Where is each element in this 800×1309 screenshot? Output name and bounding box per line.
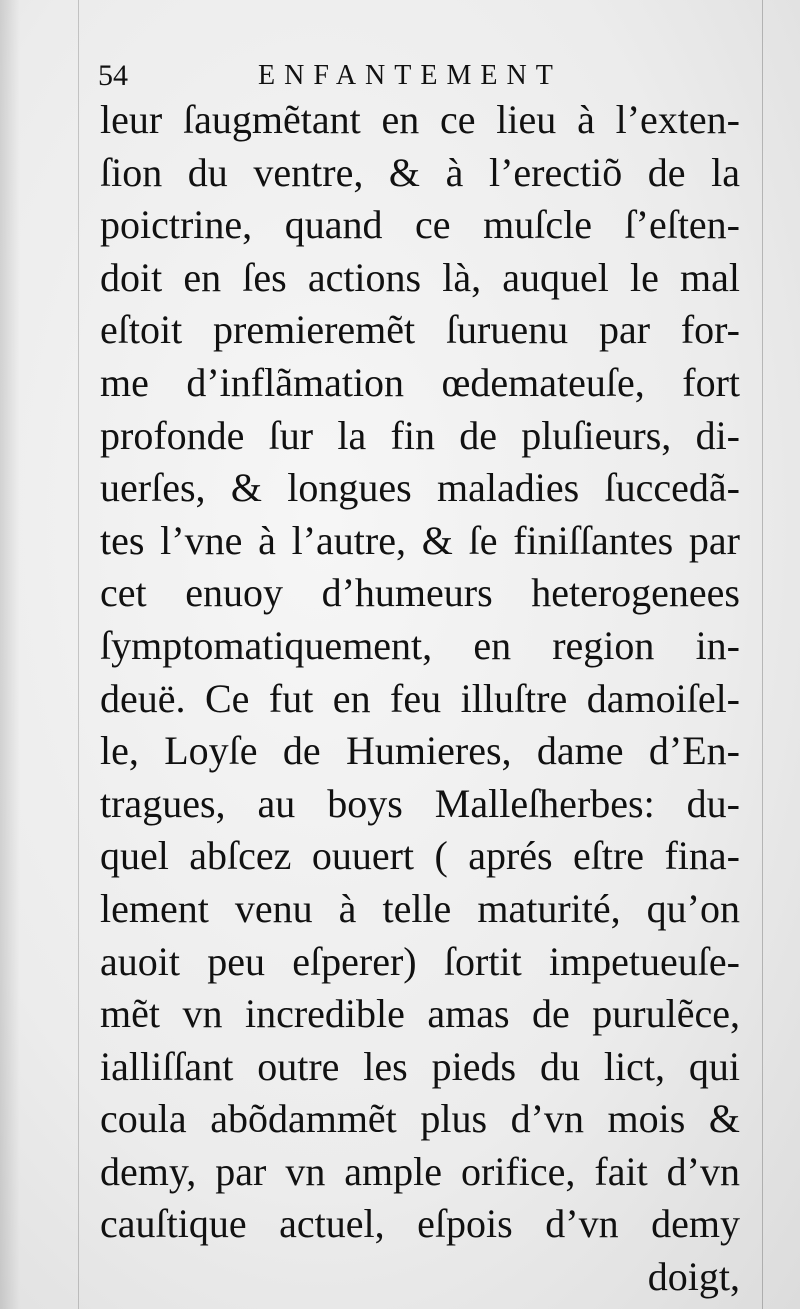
text-line: demy, par vn ample orifice, fait d’vn bbox=[100, 1148, 740, 1194]
catchword: doigt, bbox=[647, 1254, 740, 1300]
text-line: tes l’vne à l’autre, & ſe finiſſantes par bbox=[100, 517, 740, 563]
text-line: ſymptomatiquement, en region in- bbox=[100, 622, 740, 668]
text-line: uerſes, & longues maladies ſuccedã- bbox=[100, 465, 740, 511]
body-text bbox=[100, 94, 740, 1304]
text-line: cet enuoy d’humeurs heterogenees bbox=[100, 570, 740, 616]
text-line: poictrine, quand ce muſcle ſ’eſten- bbox=[100, 202, 740, 248]
text-line: mẽt vn incredible amas de purulẽce, bbox=[100, 991, 740, 1037]
text-line: eſtoit premieremẽt ſuruenu par for- bbox=[100, 307, 740, 353]
text-line: quel abſcez ouuert ( aprés eſtre fina- bbox=[100, 833, 740, 879]
left-margin-rule bbox=[78, 0, 79, 1309]
text-line: profonde ſur la fin de pluſieurs, di- bbox=[100, 412, 740, 458]
text-line: coula abõdammẽt plus d’vn mois & bbox=[100, 1096, 740, 1142]
text-line: ialliſſant outre les pieds du lict, qui bbox=[100, 1043, 740, 1089]
text-line: lement venu à telle maturité, qu’on bbox=[100, 885, 740, 931]
text-line: tragues, au boys Malleſherbes: du- bbox=[100, 780, 740, 826]
text-line: auoit peu eſperer) ſortit impetueuſe- bbox=[100, 938, 740, 984]
text-line: deuë. Ce fut en feu illuſtre damoiſel- bbox=[100, 675, 740, 721]
text-line: doit en ſes actions là, auquel le mal bbox=[100, 254, 740, 300]
text-line: leur ſaugmẽtant en ce lieu à l’exten- bbox=[100, 97, 740, 142]
text-line: ſion du ventre, & à l’erectiõ de la bbox=[100, 149, 740, 195]
gutter-shadow bbox=[0, 0, 20, 1309]
text-line: le, Loyſe de Humieres, dame d’En- bbox=[100, 728, 740, 774]
right-margin-rule bbox=[762, 0, 763, 1309]
page-number: 54 bbox=[98, 59, 128, 92]
text-line: me d’inflãmation œdemateuſe, fort bbox=[100, 359, 740, 405]
running-head: ENFANTEMENT bbox=[258, 60, 562, 91]
page-header bbox=[98, 56, 738, 96]
text-line: cauſtique actuel, eſpois d’vn demy bbox=[100, 1201, 740, 1247]
